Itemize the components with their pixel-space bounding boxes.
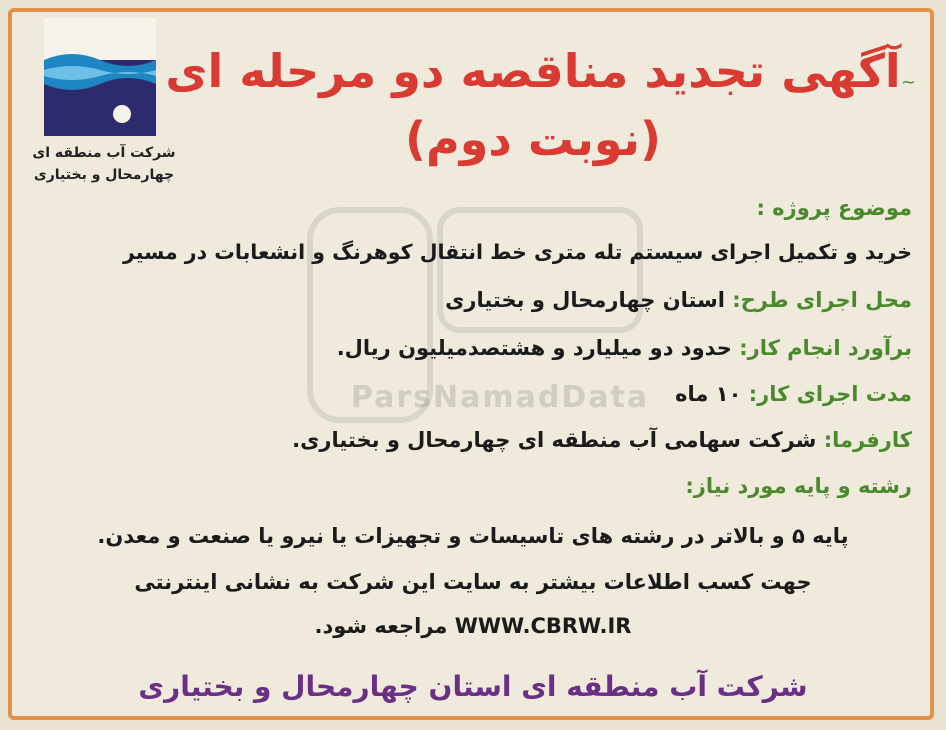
info-line2 — [0, 614, 946, 638]
grade-text: پایه ۵ و بالاتر در رشته های تاسیسات و تجهیزات یا نیرو یا صنعت و معدن. — [97, 524, 849, 548]
watermark-text: ParsNamadData — [350, 380, 650, 415]
location-label: محل اجرای طرح: — [732, 288, 912, 312]
subject-label-row — [757, 196, 912, 220]
subject-label: موضوع پروژه : — [756, 196, 912, 220]
subject-text: خرید و تکمیل اجرای سیستم تله متری خط انتقال کوهرنگ و انشعابات در مسیر — [123, 240, 912, 264]
duration-value: ۱۰ ماه — [675, 382, 742, 406]
grade-label: رشته و پایه مورد نیاز: — [685, 474, 912, 498]
logo-caption-line1: شرکت آب منطقه ای — [32, 145, 176, 161]
employer-row — [292, 428, 912, 452]
location-row — [445, 288, 912, 312]
employer-label: کارفرما: — [823, 428, 912, 452]
employer-value: شرکت سهامی آب منطقه ای چهارمحال و بختیاری. — [292, 428, 817, 452]
grade-label-row — [685, 474, 912, 498]
duration-row — [675, 382, 912, 406]
info-line1: جهت کسب اطلاعات بیشتر به سایت این شرکت به نشانی اینترنتی — [134, 570, 812, 594]
info-tail: مراجعه شود. — [314, 614, 448, 638]
logo-caption-line2: چهارمحال و بختیاری — [33, 167, 175, 183]
ad-subtitle: (نوبت دوم) — [404, 112, 662, 166]
duration-label: مدت اجرای کار: — [748, 382, 912, 406]
footer-company: شرکت آب منطقه ای استان چهارمحال و بختیاری — [138, 670, 808, 703]
estimate-row — [337, 336, 912, 360]
location-value: استان چهارمحال و بختیاری — [445, 288, 725, 312]
decor-dash: ~ — [900, 72, 916, 93]
website-link[interactable]: WWW.CBRW.IR — [454, 614, 632, 638]
ad-title: آگهی تجدید مناقصه دو مرحله ای — [165, 44, 901, 98]
estimate-value: حدود دو میلیارد و هشتصدمیلیون ریال. — [336, 336, 732, 360]
estimate-label: برآورد انجام کار: — [739, 336, 912, 360]
